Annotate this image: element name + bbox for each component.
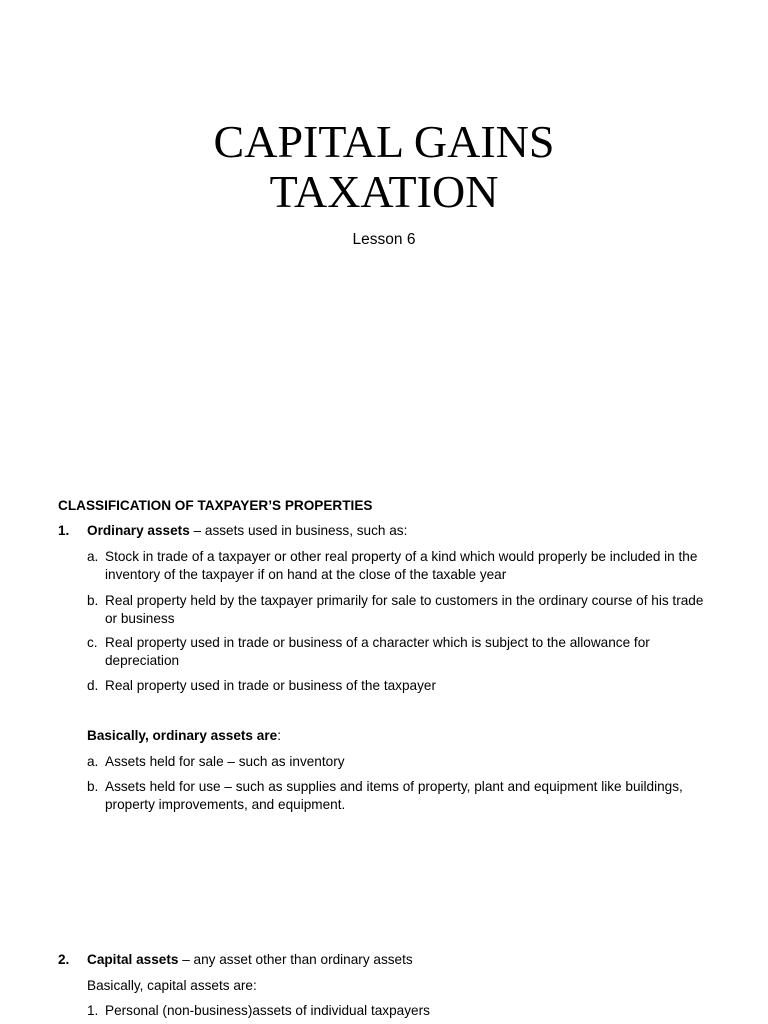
list-item [87, 778, 717, 814]
list-item [87, 677, 717, 695]
section-1-term: Ordinary assets [87, 523, 190, 538]
ordinary-assets-summary-label: Basically, ordinary assets are: [87, 728, 281, 743]
list-item-marker: d. [87, 678, 99, 693]
list-item-marker: b. [87, 779, 99, 794]
document-title-line-2: TAXATION [269, 166, 499, 217]
capital-assets-summary-label: Basically, capital assets are: [87, 978, 257, 993]
list-item-text: Personal (non-business)assets of individual taxpayers [105, 1003, 430, 1018]
list-item-marker: c. [87, 635, 98, 650]
list-item [87, 548, 717, 584]
list-item [87, 753, 717, 771]
section-2-number: 2. [58, 952, 70, 967]
section-1-number: 1. [58, 523, 70, 538]
list-item-text: Real property used in trade or business of a character which is subject to the allowance for depreciation [105, 635, 650, 668]
section-heading: CLASSIFICATION OF TAXPAYER’S PROPERTIES [58, 498, 373, 513]
document-title-line-1: CAPITAL GAINS [213, 116, 555, 167]
list-item-text: Real property used in trade or business of the taxpayer [105, 678, 436, 693]
section-2-heading [87, 951, 413, 969]
list-item-text: Stock in trade of a taxpayer or other real property of a kind which would properly be included in the inventory of the taxpayer if on hand at the close of the taxable year [105, 549, 698, 582]
list-item-marker: b. [87, 593, 99, 608]
list-item-text: Assets held for use – such as supplies and items of property, plant and equipment like buildings, property improvements, and equipment. [105, 779, 683, 812]
list-item [87, 634, 717, 670]
lesson-subtitle: Lesson 6 [352, 231, 416, 248]
list-item-text: Assets held for sale – such as inventory [105, 754, 345, 769]
section-1-definition: – assets used in business, such as: [189, 523, 408, 538]
section-2-term: Capital assets [87, 952, 179, 967]
list-item-marker: 1. [87, 1003, 99, 1018]
list-item-text: Real property held by the taxpayer primarily for sale to customers in the ordinary course of his trade or business [105, 593, 704, 626]
section-2-definition: – any asset other than ordinary assets [178, 952, 413, 967]
list-item-marker: a. [87, 549, 99, 564]
list-item-marker: a. [87, 754, 99, 769]
section-1-heading [87, 522, 407, 540]
list-item [87, 1002, 717, 1020]
list-item [87, 592, 717, 628]
